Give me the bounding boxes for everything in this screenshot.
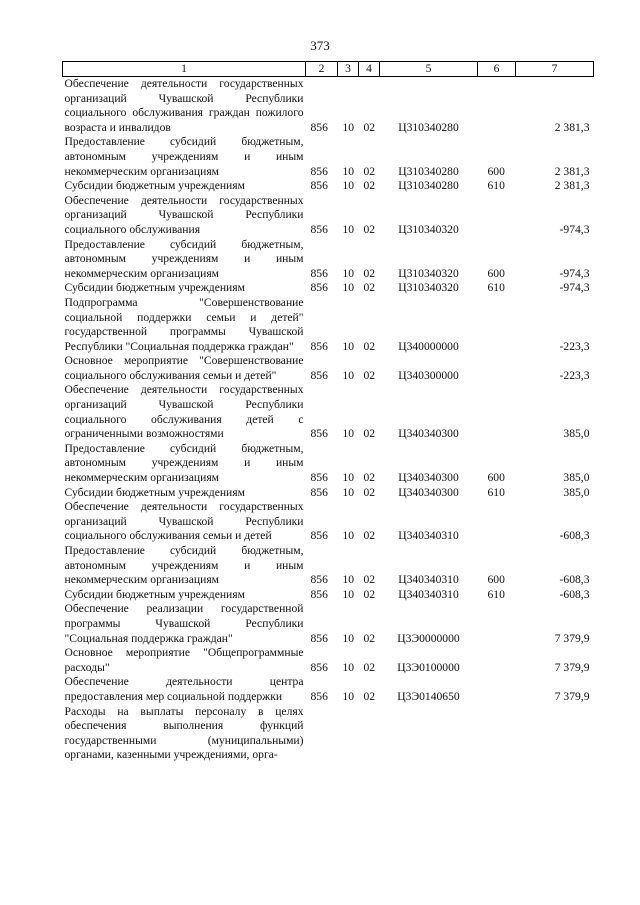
- cell-pr: 02: [363, 587, 376, 601]
- cell-rz: 10: [342, 281, 355, 295]
- cell-pr: [359, 705, 380, 763]
- cell-rz: 10: [342, 689, 355, 703]
- cell-vr: 600: [487, 164, 505, 178]
- cell-name: Предоставление субсидий бюджетным, автономным учреждениям и иным некоммерческим организациям: [64, 135, 304, 178]
- cell-amount: -608,3: [559, 573, 590, 587]
- cell-csr: Ц340340300: [398, 485, 459, 499]
- cell-grbs: 856: [310, 368, 328, 382]
- cell-rz: 10: [342, 120, 355, 134]
- cell-name: Основное мероприятие "Общепрограммные расходы": [64, 646, 304, 674]
- cell-pr: 02: [363, 427, 376, 441]
- cell-vr: [478, 354, 516, 383]
- table-body: [63, 77, 594, 763]
- cell-csr: Ц340340310: [398, 573, 459, 587]
- header-cell-name: 1: [63, 62, 306, 77]
- cell-name: Предоставление субсидий бюджетным, автономным учреждениям и иным некоммерческим организациям: [64, 544, 304, 587]
- cell-csr: Ц3Э0100000: [397, 660, 460, 674]
- cell-rz: 10: [342, 222, 355, 236]
- cell-grbs: 856: [310, 660, 328, 674]
- cell-vr: [478, 194, 516, 238]
- cell-name: Основное мероприятие "Совершенствование социального обслуживания семьи и детей": [64, 354, 304, 382]
- cell-grbs: 856: [310, 689, 328, 703]
- cell-pr: 02: [363, 266, 376, 280]
- cell-amount: -974,3: [559, 266, 590, 280]
- table-row: [63, 135, 594, 179]
- header-cell-rz: 3: [338, 62, 359, 77]
- table-row: [63, 588, 594, 603]
- cell-name: Субсидии бюджетным учреждениям: [64, 179, 245, 193]
- cell-vr: 610: [487, 587, 505, 601]
- cell-amount: -608,3: [559, 529, 590, 543]
- cell-grbs: 856: [310, 471, 328, 485]
- cell-name: Обеспечение деятельности государственных организаций Чувашской Республики социального обслуживания детей с ограниченными возможностями: [64, 383, 304, 441]
- cell-grbs: 856: [310, 529, 328, 543]
- header-cell-amount: 7: [516, 62, 594, 77]
- cell-csr: Ц340340310: [398, 587, 459, 601]
- cell-rz: 10: [342, 339, 355, 353]
- cell-csr: Ц310340280: [398, 179, 459, 193]
- budget-table: [62, 61, 594, 763]
- cell-pr: 02: [363, 222, 376, 236]
- cell-grbs: 856: [310, 485, 328, 499]
- cell-pr: 02: [363, 164, 376, 178]
- cell-name: Обеспечение деятельности государственных организаций Чувашской Республики социального обслуживания: [64, 193, 304, 236]
- page-number: 373: [310, 38, 330, 53]
- cell-csr: Ц310340280: [398, 120, 459, 134]
- cell-name: Субсидии бюджетным учреждениям: [64, 587, 245, 601]
- cell-rz: 10: [342, 485, 355, 499]
- cell-amount: 2 381,3: [554, 164, 590, 178]
- cell-rz: 10: [342, 368, 355, 382]
- cell-amount: 7 379,9: [554, 660, 590, 674]
- cell-name: Предоставление субсидий бюджетным, автономным учреждениям и иным некоммерческим организациям: [64, 441, 304, 485]
- cell-pr: 02: [363, 281, 376, 295]
- cell-rz: 10: [342, 631, 355, 645]
- cell-vr: [478, 77, 516, 136]
- cell-pr: 02: [363, 689, 376, 703]
- cell-grbs: 856: [310, 120, 328, 134]
- table-row: [63, 354, 594, 383]
- cell-csr: Ц3Э0140650: [397, 689, 460, 703]
- cell-vr: 610: [487, 485, 505, 499]
- cell-csr: [380, 705, 478, 763]
- cell-rz: 10: [342, 266, 355, 280]
- cell-grbs: [306, 705, 338, 763]
- cell-amount: [516, 705, 594, 763]
- table-row: [63, 238, 594, 282]
- table-row: [63, 281, 594, 296]
- cell-csr: Ц340340300: [398, 427, 459, 441]
- cell-pr: 02: [363, 660, 376, 674]
- cell-amount: 7 379,9: [554, 631, 590, 645]
- cell-grbs: 856: [310, 281, 328, 295]
- table-row: [63, 675, 594, 704]
- cell-vr: 610: [487, 179, 505, 193]
- cell-csr: Ц340340310: [398, 529, 459, 543]
- cell-amount: -223,3: [559, 368, 590, 382]
- cell-csr: Ц340000000: [398, 339, 459, 353]
- cell-name: Обеспечение деятельности центра предоставления мер социальной поддержки: [64, 675, 304, 703]
- cell-vr: 600: [487, 573, 505, 587]
- cell-amount: 7 379,9: [554, 689, 590, 703]
- cell-pr: 02: [363, 485, 376, 499]
- cell-name: Обеспечение деятельности государственных организаций Чувашской Республики социального обслуживания семьи и детей: [64, 500, 304, 543]
- cell-grbs: 856: [310, 179, 328, 193]
- cell-rz: 10: [342, 573, 355, 587]
- cell-pr: 02: [363, 471, 376, 485]
- cell-grbs: 856: [310, 587, 328, 601]
- cell-grbs: 856: [310, 164, 328, 178]
- cell-amount: 385,0: [563, 485, 590, 499]
- header-cell-csr: 5: [380, 62, 478, 77]
- cell-pr: 02: [363, 179, 376, 193]
- table-row: [63, 383, 594, 441]
- cell-amount: 385,0: [563, 427, 590, 441]
- cell-csr: Ц3Э0000000: [397, 631, 460, 645]
- cell-vr: [478, 646, 516, 675]
- table-row: [63, 486, 594, 501]
- cell-rz: 10: [342, 179, 355, 193]
- cell-csr: Ц310340320: [398, 222, 459, 236]
- cell-vr: 600: [487, 471, 505, 485]
- cell-vr: [478, 383, 516, 441]
- cell-name: Расходы на выплаты персоналу в целях обеспечения выполнения функций государственными (муниципальными) органами, казенными учреждениями, орга-: [64, 704, 304, 762]
- cell-amount: 385,0: [563, 471, 590, 485]
- cell-pr: 02: [363, 120, 376, 134]
- cell-amount: -974,3: [559, 222, 590, 236]
- header-cell-grbs: 2: [306, 62, 338, 77]
- cell-amount: -974,3: [559, 281, 590, 295]
- cell-csr: Ц310340280: [398, 164, 459, 178]
- table-row: [63, 602, 594, 646]
- header-row: [63, 62, 594, 77]
- cell-vr: 600: [487, 266, 505, 280]
- cell-rz: 10: [342, 529, 355, 543]
- cell-grbs: 856: [310, 266, 328, 280]
- cell-rz: 10: [342, 164, 355, 178]
- cell-grbs: 856: [310, 222, 328, 236]
- cell-name: Обеспечение деятельности государственных организаций Чувашской Республики социального обслуживания граждан пожилого возраста и инвалидов: [64, 77, 304, 134]
- table-row: [63, 179, 594, 194]
- cell-csr: Ц340340300: [398, 471, 459, 485]
- header-cell-vr: 6: [478, 62, 516, 77]
- cell-rz: 10: [342, 587, 355, 601]
- cell-amount: 2 381,3: [554, 120, 590, 134]
- cell-rz: 10: [342, 660, 355, 674]
- cell-name: Субсидии бюджетным учреждениям: [64, 485, 245, 499]
- cell-csr: Ц310340320: [398, 281, 459, 295]
- table-row: [63, 442, 594, 486]
- cell-pr: 02: [363, 339, 376, 353]
- cell-name: Подпрограмма "Совершенствование социальной поддержки семьи и детей" государственной программы Чувашской Республики "Социальная поддержка граждан": [64, 295, 304, 353]
- table-row: [63, 705, 594, 763]
- cell-rz: 10: [342, 427, 355, 441]
- cell-csr: Ц340300000: [398, 368, 459, 382]
- table-row: [63, 296, 594, 354]
- cell-vr: [478, 500, 516, 544]
- cell-pr: 02: [363, 368, 376, 382]
- cell-amount: -608,3: [559, 587, 590, 601]
- cell-vr: [478, 602, 516, 646]
- cell-name: Обеспечение реализации государственной программы Чувашской Республики "Социальная поддержка граждан": [64, 602, 304, 645]
- table-row: [63, 544, 594, 588]
- cell-grbs: 856: [310, 427, 328, 441]
- cell-rz: 10: [342, 471, 355, 485]
- header-cell-pr: 4: [359, 62, 380, 77]
- cell-pr: 02: [363, 631, 376, 645]
- cell-grbs: 856: [310, 339, 328, 353]
- table-row: [63, 77, 594, 136]
- cell-pr: 02: [363, 529, 376, 543]
- table-row: [63, 194, 594, 238]
- cell-amount: 2 381,3: [554, 179, 590, 193]
- cell-csr: Ц310340320: [398, 266, 459, 280]
- table-row: [63, 500, 594, 544]
- cell-vr: [478, 675, 516, 704]
- cell-grbs: 856: [310, 573, 328, 587]
- cell-pr: 02: [363, 573, 376, 587]
- cell-name: Предоставление субсидий бюджетным, автономным учреждениям и иным некоммерческим организациям: [64, 237, 304, 280]
- cell-rz: [338, 705, 359, 763]
- cell-vr: [478, 296, 516, 354]
- cell-amount: -223,3: [559, 339, 590, 353]
- cell-name: Субсидии бюджетным учреждениям: [64, 281, 245, 295]
- table-row: [63, 646, 594, 675]
- cell-vr: [478, 705, 516, 763]
- cell-grbs: 856: [310, 631, 328, 645]
- cell-vr: 610: [487, 281, 505, 295]
- table-header: [63, 62, 594, 77]
